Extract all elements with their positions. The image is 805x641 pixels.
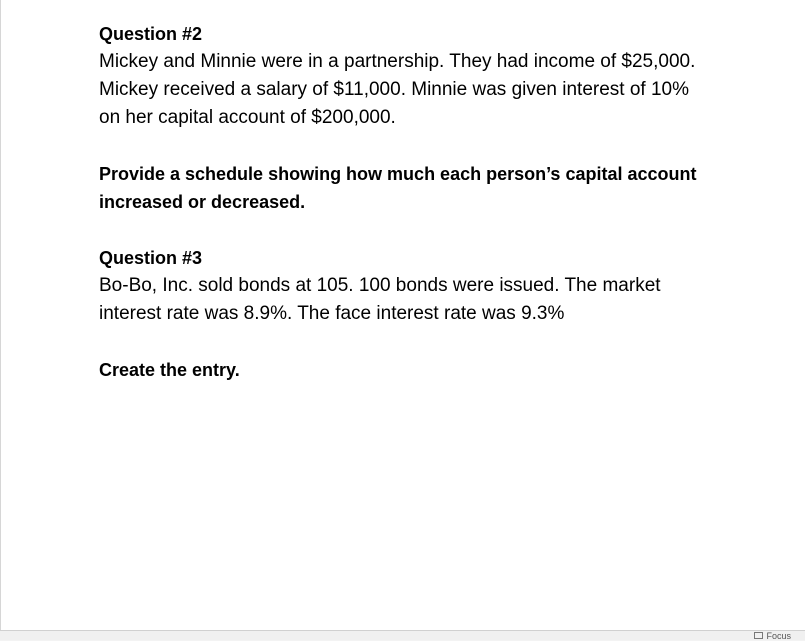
question-2-task-line-2: increased or decreased.: [99, 192, 306, 212]
status-bar: [0, 630, 805, 640]
question-2-heading: Question #2: [99, 24, 203, 44]
spacer: [99, 328, 789, 356]
question-3-heading: Question #3: [99, 248, 203, 268]
spacer: [99, 216, 789, 244]
question-3-task-line-1: Create the entry.: [99, 360, 240, 380]
document-body: [99, 20, 789, 384]
question-2-line-1: Mickey and Minnie were in a partnership. They had income of $25,000.: [99, 51, 696, 72]
question-2-line-3: on her capital account of $200,000.: [99, 107, 396, 128]
question-3-line-2: interest rate was 8.9%. The face interest rate was 9.3%: [99, 303, 565, 324]
focus-icon: [754, 632, 763, 639]
focus-label: Focus: [766, 631, 791, 641]
question-2-line-2: Mickey received a salary of $11,000. Minnie was given interest of 10%: [99, 79, 690, 100]
question-2-task-line-1: Provide a schedule showing how much each person’s capital account: [99, 164, 697, 184]
question-3-line-1: Bo-Bo, Inc. sold bonds at 105. 100 bonds were issued. The market: [99, 275, 661, 296]
spacer: [99, 132, 789, 160]
